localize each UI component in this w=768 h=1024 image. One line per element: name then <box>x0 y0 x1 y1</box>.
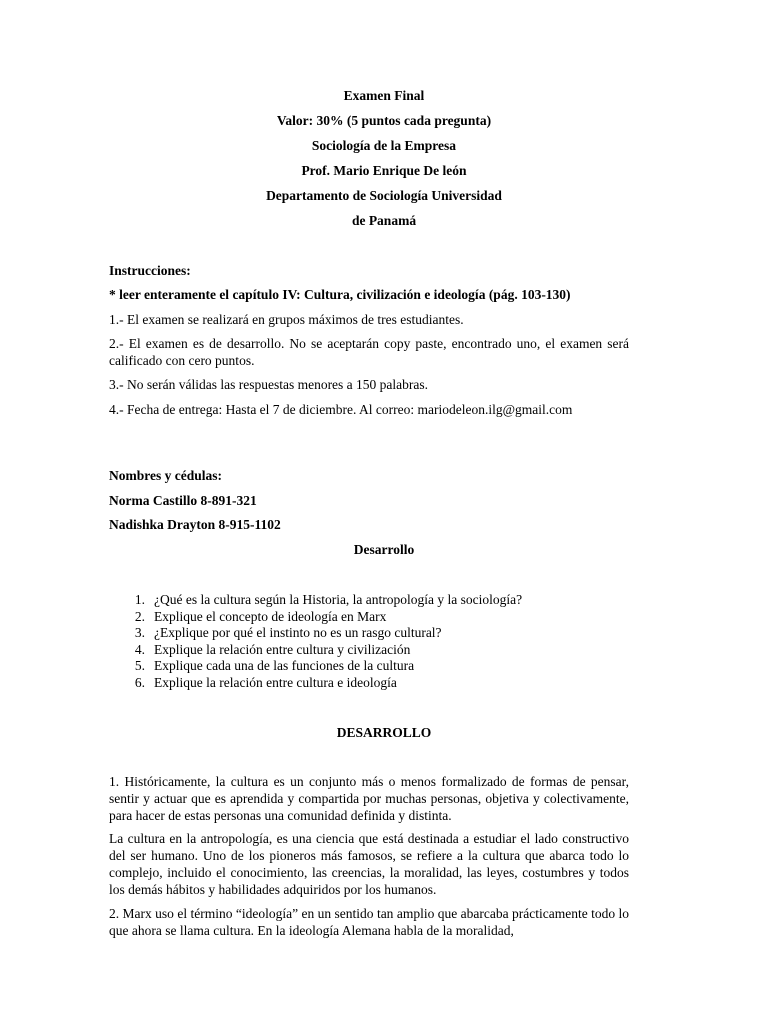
list-item-text: ¿Explique por qué el instinto no es un rasgo cultural? <box>154 625 442 640</box>
answer-paragraph: 2. Marx uso el término “ideología” en un sentido tan amplio que abarcaba prácticamente todo lo que ahora se llama cultura. En la ideología Alemana habla de la moralidad, <box>109 906 629 938</box>
exam-value: Valor: 30% (5 puntos cada pregunta) <box>276 113 492 128</box>
list-item-number: 3. <box>134 625 145 640</box>
instructions-heading: Instrucciones: <box>109 263 191 278</box>
list-item-text: Explique la relación entre cultura e ideología <box>154 675 397 690</box>
questions-heading: Desarrollo <box>353 542 415 557</box>
list-item-text: Explique la relación entre cultura y civilización <box>154 642 411 657</box>
list-item-number: 6. <box>134 675 145 690</box>
list-item-text: ¿Qué es la cultura según la Historia, la antropología y la sociología? <box>154 592 523 607</box>
department-line-1: Departamento de Sociología Universidad <box>266 188 502 203</box>
answers-heading: DESARROLLO <box>336 725 432 740</box>
student-name: Norma Castillo 8-891-321 <box>109 493 257 508</box>
instruction-item: 4.- Fecha de entrega: Hasta el 7 de diciembre. Al correo: mariodeleon.ilg@gmail.com <box>109 402 573 417</box>
instruction-item: 1.- El examen se realizará en grupos máximos de tres estudiantes. <box>109 312 464 327</box>
instruction-item: 3.- No serán válidas las respuestas menores a 150 palabras. <box>109 377 429 392</box>
answer-paragraph: 1. Históricamente, la cultura es un conjunto más o menos formalizado de formas de pensar, sentir y actuar que es aprendida y compartida por muchas personas, objetiva y colectivamente, para hacer de estas personas una comunidad definida y distinta. <box>109 774 629 823</box>
course-name: Sociología de la Empresa <box>311 138 457 153</box>
students-heading: Nombres y cédulas: <box>109 468 222 483</box>
list-item-text: Explique cada una de las funciones de la cultura <box>154 658 415 673</box>
list-item-number: 2. <box>134 609 145 624</box>
reading-assignment: * leer enteramente el capítulo IV: Cultura, civilización e ideología (pág. 103-130) <box>109 287 571 302</box>
department-line-2: de Panamá <box>351 213 417 228</box>
professor-name: Prof. Mario Enrique De león <box>301 163 467 178</box>
list-item-number: 4. <box>134 642 145 657</box>
answer-paragraph: La cultura en la antropología, es una ciencia que está destinada a estudiar el lado constructivo del ser humano. Uno de los pioneros más famosos, se refiere a la cultura que abarca todo lo complejo, incluido el conocimiento, las creencias, la moralidad, las leyes, costumbres y todos los demás hábitos y habilidades adquiridos por los humanos. <box>109 831 629 897</box>
student-name: Nadishka Drayton 8-915-1102 <box>109 517 281 532</box>
list-item-number: 1. <box>134 592 145 607</box>
list-item-number: 5. <box>134 658 145 673</box>
instruction-item: 2.- El examen es de desarrollo. No se aceptarán copy paste, encontrado uno, el examen será calificado con cero puntos. <box>109 336 629 368</box>
exam-title: Examen Final <box>343 88 425 103</box>
list-item-text: Explique el concepto de ideología en Marx <box>154 609 387 624</box>
